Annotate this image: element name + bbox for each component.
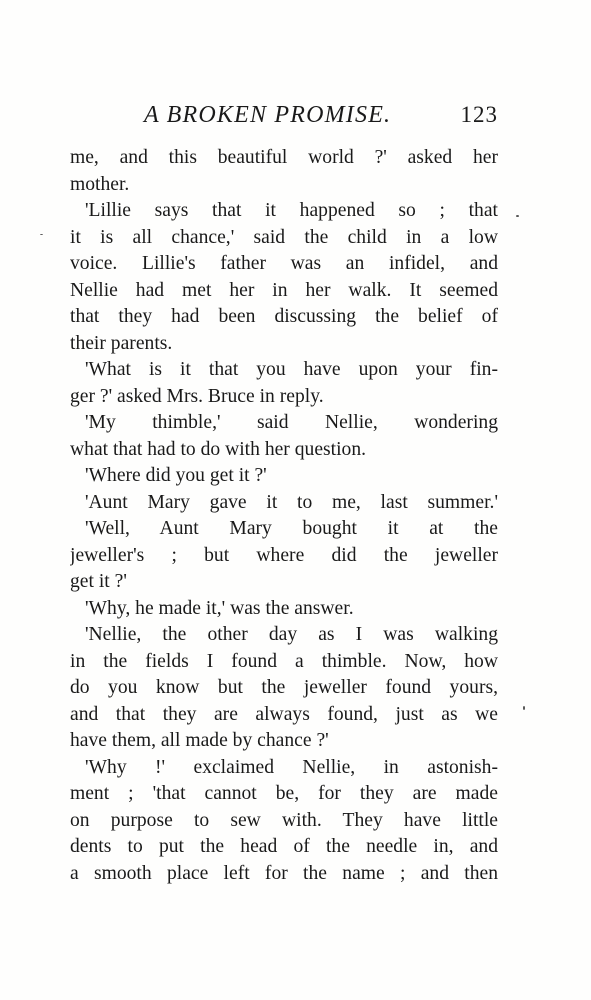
text-line: ger ?' asked Mrs. Bruce in reply. bbox=[70, 385, 324, 407]
text-line: it is all chance,' said the child in a low bbox=[70, 226, 498, 248]
text-line: dents to put the head of the needle in, and bbox=[70, 836, 498, 857]
text-line: 'What is it that you have upon your fin- bbox=[85, 359, 498, 380]
text-line: ment ; 'that cannot be, for they are made bbox=[70, 783, 498, 804]
body-text bbox=[70, 145, 498, 887]
text-line: mother. bbox=[70, 173, 130, 195]
text-line: what that had to do with her question. bbox=[70, 438, 367, 460]
text-line: 'Where did you get it ?' bbox=[85, 465, 267, 486]
text-line: 'Nellie, the other day as I was walking bbox=[85, 624, 498, 645]
text-line: 'Aunt Mary gave it to me, last summer.' bbox=[85, 491, 498, 513]
text-line: voice. Lillie's father was an infidel, and bbox=[70, 253, 498, 274]
text-line: jeweller's ; but where did the jeweller bbox=[70, 544, 498, 566]
running-head bbox=[70, 99, 498, 131]
text-line: 'Well, Aunt Mary bought it at the bbox=[85, 518, 498, 539]
text-line: 'Lillie says that it happened so ; that bbox=[85, 200, 498, 221]
text-line: get it ?' bbox=[70, 571, 127, 592]
text-line: and that they are always found, just as we bbox=[70, 703, 498, 725]
text-line: have them, all made by chance ?' bbox=[70, 730, 329, 751]
text-line: me, and this beautiful world ?' asked her bbox=[70, 147, 498, 168]
text-line: 'My thimble,' said Nellie, wondering bbox=[85, 412, 498, 433]
print-speck bbox=[523, 706, 525, 710]
text-line: their parents. bbox=[70, 332, 173, 354]
text-line: that they had been discussing the belief of bbox=[70, 306, 498, 327]
text-line: on purpose to sew with. They have little bbox=[70, 809, 498, 831]
page-number: 123 bbox=[460, 102, 498, 127]
text-line: a smooth place left for the name ; and then bbox=[70, 862, 498, 884]
text-line: Nellie had met her in her walk. It seemed bbox=[70, 279, 498, 301]
print-speck bbox=[516, 215, 519, 217]
text-line: in the fields I found a thimble. Now, how bbox=[70, 650, 498, 672]
text-line: 'Why, he made it,' was the answer. bbox=[85, 597, 354, 619]
print-speck bbox=[40, 234, 43, 235]
text-line: 'Why !' exclaimed Nellie, in astonish- bbox=[85, 756, 498, 778]
text-line: do you know but the jeweller found yours, bbox=[70, 677, 498, 698]
running-title: A BROKEN PROMISE. bbox=[144, 102, 392, 128]
